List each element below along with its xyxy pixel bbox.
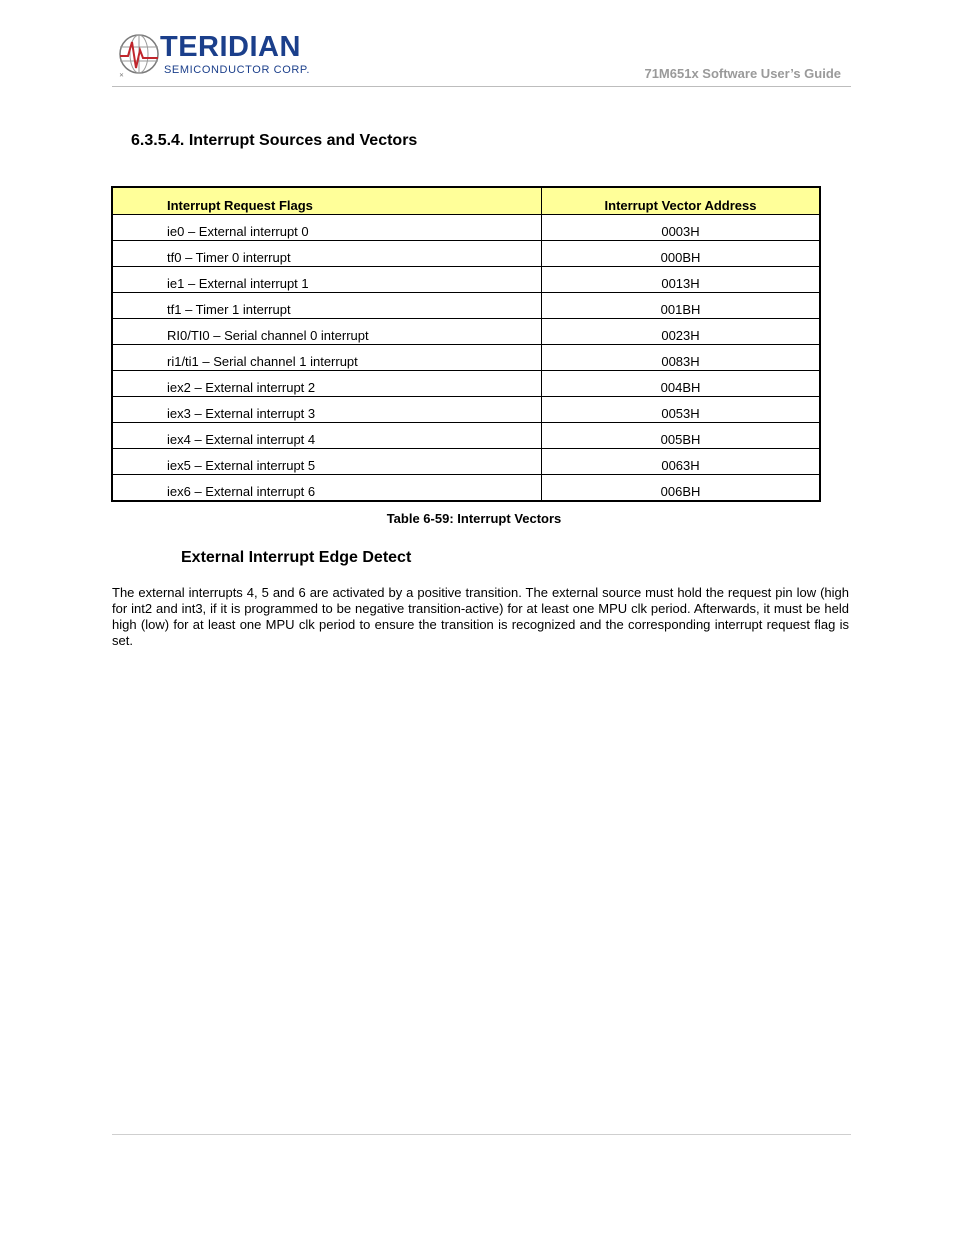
vector-address-cell: 004BH [542, 371, 821, 397]
column-header-flags: Interrupt Request Flags [112, 187, 542, 215]
document-title: 71M651x Software User’s Guide [644, 66, 841, 81]
vector-address-cell: 0023H [542, 319, 821, 345]
vector-address-cell: 0063H [542, 449, 821, 475]
logo-subtitle: SEMICONDUCTOR CORP. [164, 64, 311, 76]
footer-divider [112, 1134, 851, 1135]
interrupt-flag-cell: iex6 – External interrupt 6 [112, 475, 542, 502]
interrupt-flag-cell: iex2 – External interrupt 2 [112, 371, 542, 397]
interrupt-flag-cell: RI0/TI0 – Serial channel 0 interrupt [112, 319, 542, 345]
vector-address-cell: 0003H [542, 215, 821, 241]
column-header-address: Interrupt Vector Address [542, 187, 821, 215]
interrupt-flag-cell: tf1 – Timer 1 interrupt [112, 293, 542, 319]
interrupt-flag-cell: tf0 – Timer 0 interrupt [112, 241, 542, 267]
vector-address-cell: 000BH [542, 241, 821, 267]
table-row [112, 371, 820, 397]
table-row [112, 397, 820, 423]
vector-address-cell: 0053H [542, 397, 821, 423]
vector-address-cell: 006BH [542, 475, 821, 502]
table-row [112, 449, 820, 475]
table-row [112, 293, 820, 319]
table-row [112, 319, 820, 345]
interrupt-flag-cell: iex5 – External interrupt 5 [112, 449, 542, 475]
svg-text:✕: ✕ [119, 72, 125, 78]
interrupt-flag-cell: iex4 – External interrupt 4 [112, 423, 542, 449]
vector-address-cell: 005BH [542, 423, 821, 449]
logo-globe-icon [118, 32, 162, 78]
page-header [112, 30, 851, 87]
table-row [112, 215, 820, 241]
table-caption: Table 6-59: Interrupt Vectors [386, 511, 562, 526]
interrupt-flag-cell: iex3 – External interrupt 3 [112, 397, 542, 423]
table-row [112, 475, 820, 502]
table-row [112, 241, 820, 267]
table-row [112, 345, 820, 371]
section-heading: 6.3.5.4. Interrupt Sources and Vectors [131, 132, 418, 149]
body-paragraph: The external interrupts 4, 5 and 6 are activated by a positive transition. The external source must hold the request pin low (high for int2 and int3, if it is programmed to be negative transition-active) for at least one MPU clk period. Afterwards, it must be held high (low) for at least one MPU clk period to ensure the transition is recognized and the corresponding interrupt request flag is set. [112, 585, 849, 648]
logo-wordmark: TERIDIAN [160, 31, 301, 63]
table-header-row [112, 187, 820, 215]
interrupt-flag-cell: ie1 – External interrupt 1 [112, 267, 542, 293]
interrupt-flag-cell: ie0 – External interrupt 0 [112, 215, 542, 241]
table-row [112, 423, 820, 449]
interrupt-flag-cell: ri1/ti1 – Serial channel 1 interrupt [112, 345, 542, 371]
subsection-heading: External Interrupt Edge Detect [181, 549, 412, 566]
interrupt-vector-table [111, 186, 821, 502]
vector-address-cell: 001BH [542, 293, 821, 319]
vector-address-cell: 0083H [542, 345, 821, 371]
vector-address-cell: 0013H [542, 267, 821, 293]
teridian-logo [118, 32, 328, 80]
table-row [112, 267, 820, 293]
